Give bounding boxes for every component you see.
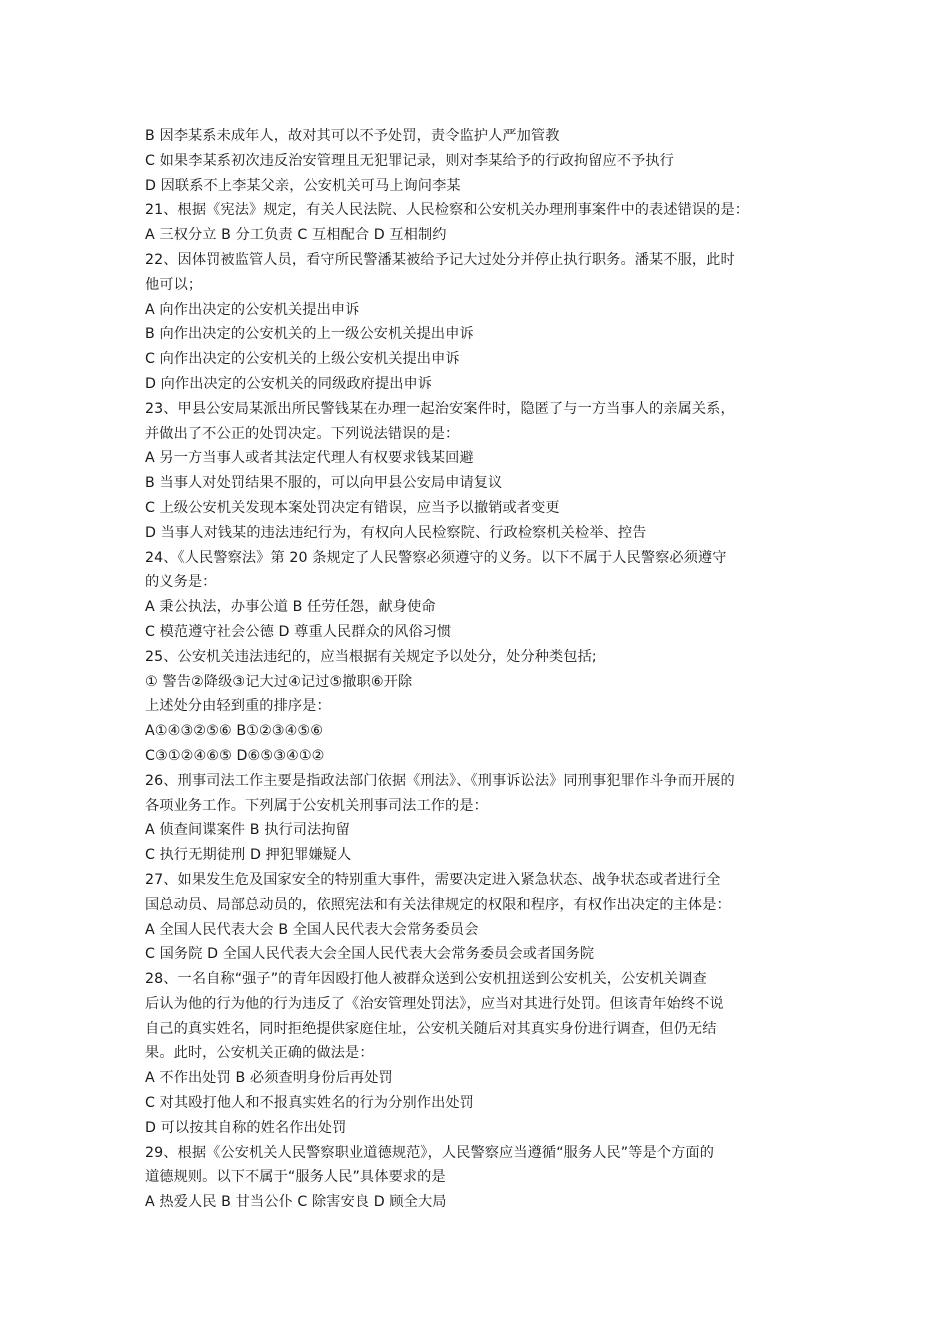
text-line: C 上级公安机关发现本案处罚决定有错误，应当予以撤销或者变更 [145, 499, 560, 516]
text-line: B 当事人对处罚结果不服的，可以向甲县公安局申请复议 [145, 475, 503, 492]
text-line: A 全国人民代表大会 B 全国人民代表大会常务委员会 [145, 921, 479, 938]
question-23: 23、甲县公安局某派出所民警钱某在办理一起治安案件时，隐匿了与一方当事人的亲属关系， [145, 400, 735, 417]
text-line: 后认为他的行为他的行为违反了《治安管理处罚法》，应当对其进行处罚。但该青年始终不说 [145, 995, 724, 1012]
text-line: C 向作出决定的公安机关的上级公安机关提出申诉 [145, 351, 460, 368]
text-line: 他可以； [145, 276, 203, 293]
document-body [145, 124, 815, 1215]
question-28: 28、一名自称“强子”的青年因殴打他人被群众送到公安机扭送到公安机关，公安机关调查 [145, 971, 707, 988]
text-line: A 侦查间谍案件 B 执行司法拘留 [145, 822, 350, 839]
text-line: C③①②④⑥⑤ D⑥⑤③④①② [145, 747, 325, 764]
text-line: A 三权分立 B 分工负责 C 互相配合 D 互相制约 [145, 227, 447, 244]
text-line: D 向作出决定的公安机关的同级政府提出申诉 [145, 375, 433, 392]
text-line: A①④③②⑤⑥ B①②③④⑤⑥ [145, 723, 324, 740]
text-line: 果。此时，公安机关正确的做法是： [145, 1045, 374, 1062]
text-line: 并做出了不公正的处罚决定。下列说法错误的是： [145, 425, 460, 442]
question-26: 26、刑事司法工作主要是指政法部门依据《刑法》、《刑事诉讼法》同刑事犯罪作斗争而开展的 [145, 772, 735, 789]
text-line: 道德规则。以下不属于“服务人民”具体要求的是 [145, 1169, 446, 1186]
text-line: A 向作出决定的公安机关提出申诉 [145, 301, 360, 318]
question-22: 22、因体罚被监管人员，看守所民警潘某被给予记大过处分并停止执行职务。潘某不服，此时 [145, 251, 735, 268]
text-line: C 执行无期徒刑 D 押犯罪嫌疑人 [145, 847, 352, 864]
text-line: C 对其殴打他人和不报真实姓名的行为分别作出处罚 [145, 1095, 474, 1112]
text-line: A 热爱人民 B 甘当公仆 C 除害安良 D 顾全大局 [145, 1194, 447, 1211]
question-24: 24、《人民警察法》第 20 条规定了人民警察必须遵守的义务。以下不属于人民警察必须遵守 [145, 549, 727, 566]
text-line: ① 警告②降级③记大过④记过⑤撤职⑥开除 [145, 673, 413, 690]
text-line: 国总动员、局部总动员的，依照宪法和有关法律规定的权限和程序，有权作出决定的主体是： [145, 896, 731, 913]
question-27: 27、如果发生危及国家安全的特别重大事件，需要决定进入紧急状态、战争状态或者进行全 [145, 871, 721, 888]
text-line: A 另一方当事人或者其法定代理人有权要求钱某回避 [145, 450, 474, 467]
text-line: A 秉公执法，办事公道 B 任劳任怨，献身使命 [145, 599, 436, 616]
text-line: C 如果李某系初次违反治安管理且无犯罪记录，则对李某给予的行政拘留应不予执行 [145, 152, 674, 169]
question-29: 29、根据《公安机关人民警察职业道德规范》，人民警察应当遵循“服务人民”等是个方面的 [145, 1144, 714, 1161]
text-line: D 可以按其自称的姓名作出处罚 [145, 1119, 347, 1136]
text-line: C 国务院 D 全国人民代表大会全国人民代表大会常务委员会或者国务院 [145, 946, 595, 963]
text-line: 自己的真实姓名，同时拒绝提供家庭住址，公安机关随后对其真实身份进行调查，但仍无结 [145, 1020, 717, 1037]
text-line: B 因李某系未成年人，故对其可以不予处罚，责令监护人严加管教 [145, 128, 560, 144]
text-line: D 当事人对钱某的违法违纪行为，有权向人民检察院、行政检察机关检举、控告 [145, 524, 647, 541]
question-25: 25、公安机关违法违纪的，应当根据有关规定予以处分，处分种类包括; [145, 648, 597, 665]
text-line: 各项业务工作。下列属于公安机关刑事司法工作的是： [145, 797, 488, 814]
text-line: 的义务是： [145, 574, 217, 591]
text-line: C 模范遵守社会公德 D 尊重人民群众的风俗习惯 [145, 623, 452, 640]
text-line: D 因联系不上李某父亲，公安机关可马上询问李某 [145, 177, 461, 194]
text-line: A 不作出处罚 B 必须查明身份后再处罚 [145, 1070, 393, 1087]
text-line: B 向作出决定的公安机关的上一级公安机关提出申诉 [145, 326, 474, 343]
text-line: 上述处分由轻到重的排序是： [145, 698, 331, 715]
question-21: 21、根据《宪法》规定，有关人民法院、人民检察和公安机关办理刑事案件中的表述错误的是： [145, 202, 750, 219]
